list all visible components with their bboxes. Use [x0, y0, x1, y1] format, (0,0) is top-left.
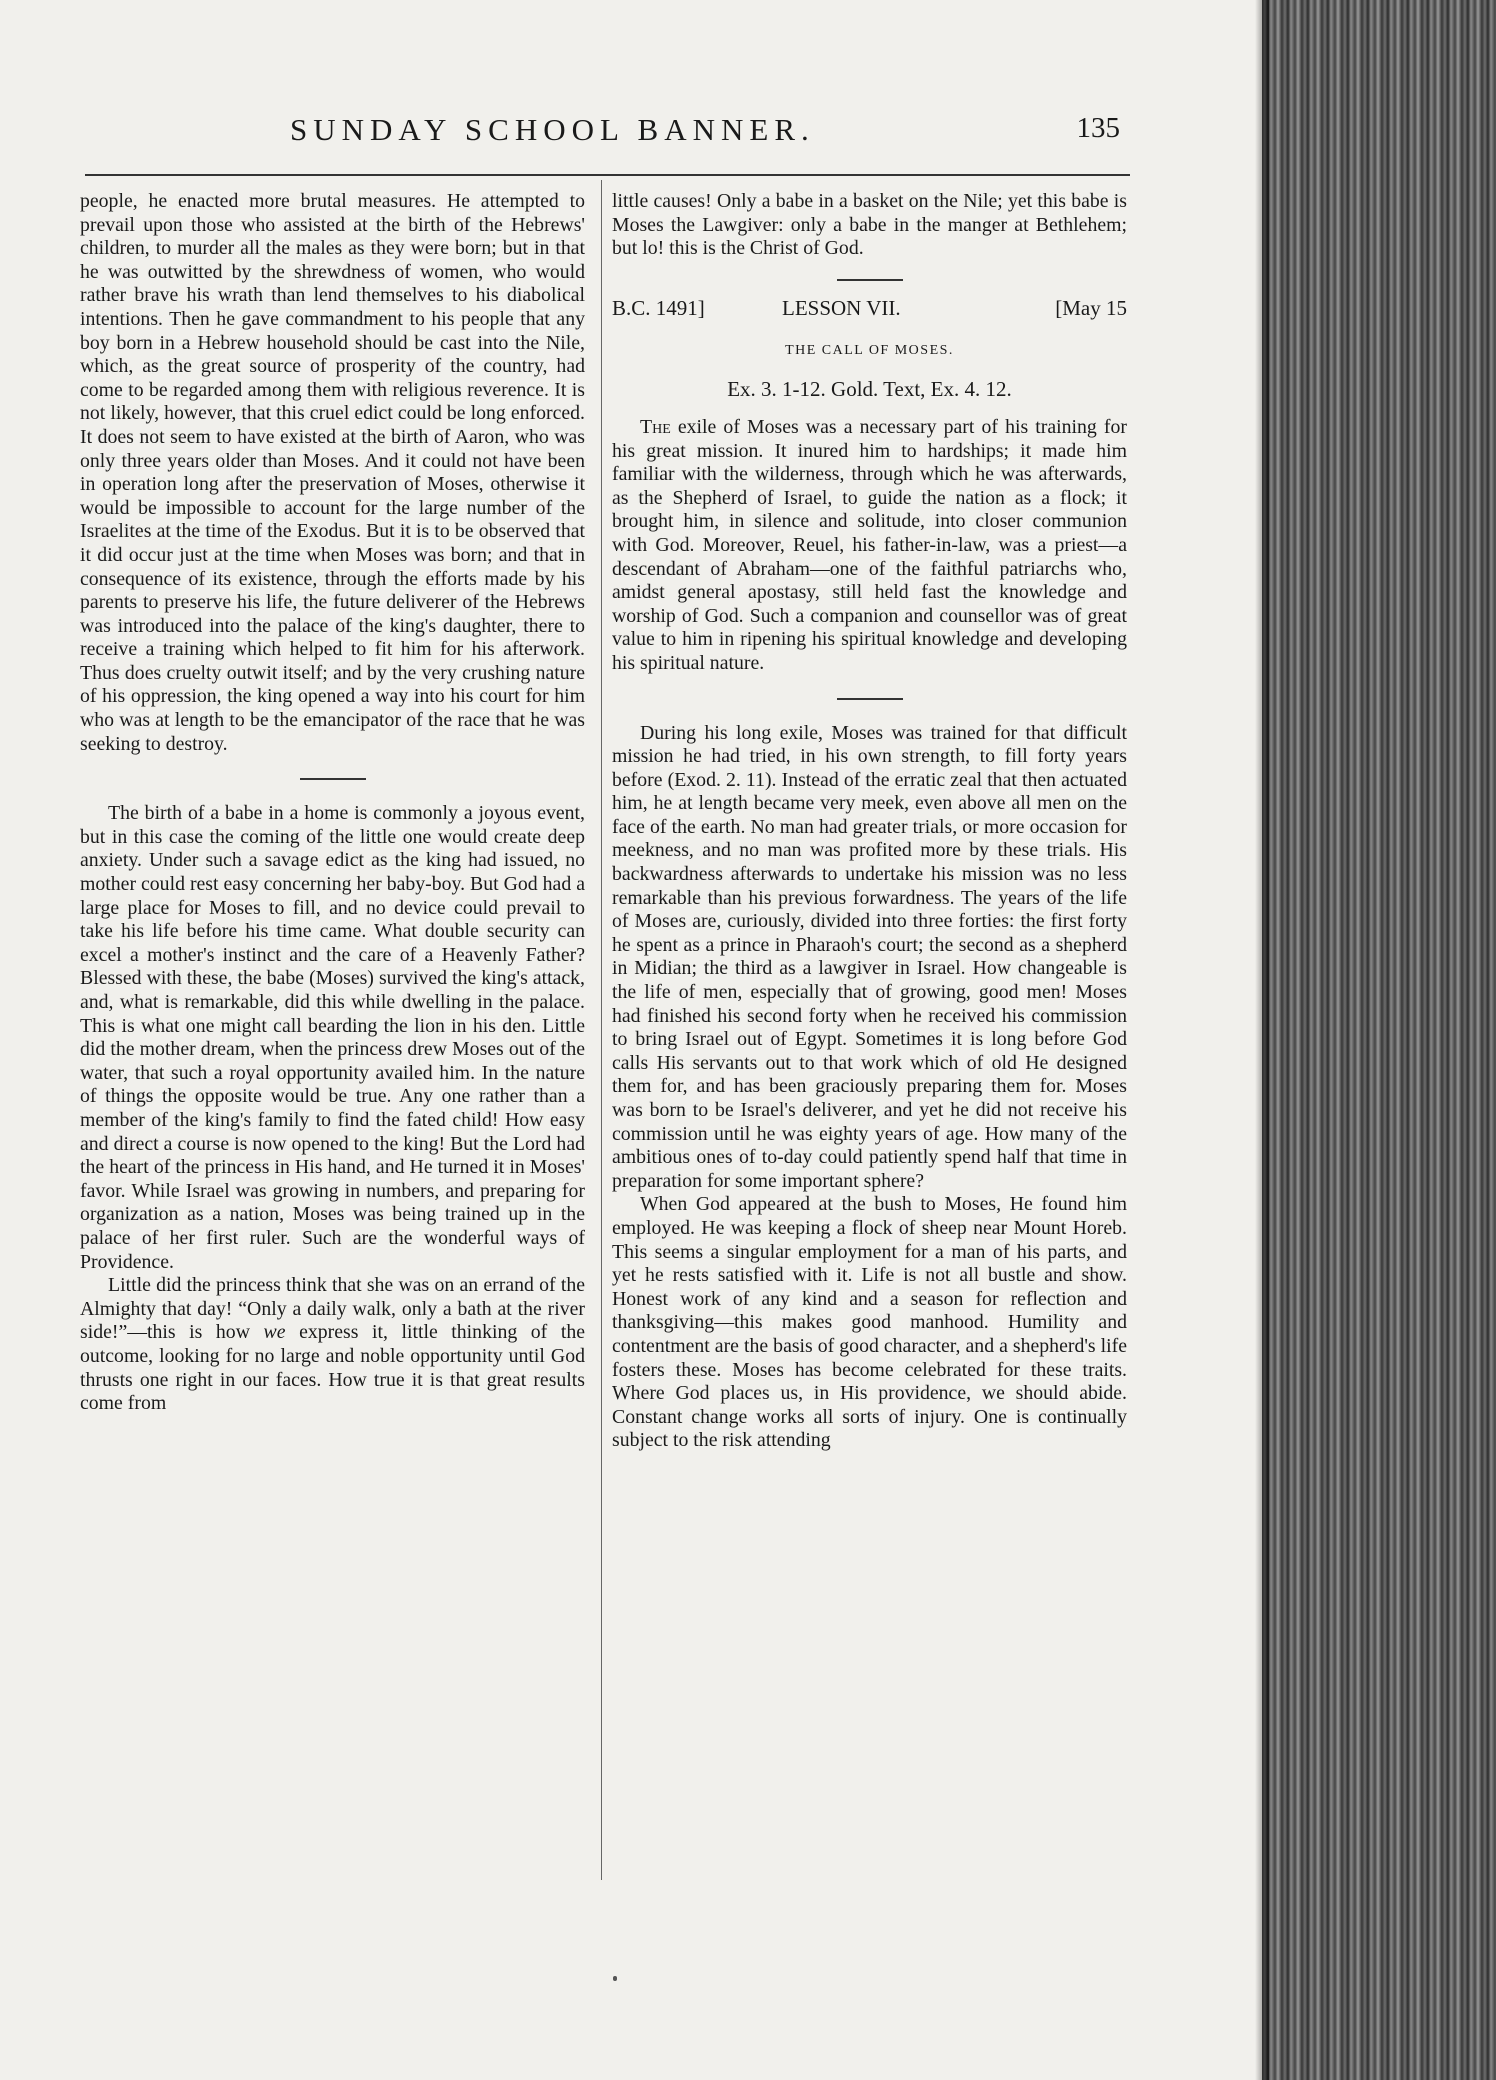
paragraph-text: Little did the princess think that she was on an errand of the Almighty that day! “Only a daily walk, only a bath at the river side!”—this is how	[80, 1274, 585, 1344]
right-column	[612, 190, 1127, 1453]
page-number: 135	[1076, 112, 1120, 144]
lesson-title: THE CALL OF MOSES.	[785, 342, 954, 358]
column-divider	[601, 180, 602, 1880]
header-rule	[85, 174, 1130, 176]
lesson-date: B.C. 1491]	[612, 295, 705, 320]
paragraph: The birth of a babe in a home is commonly a joyous event, but in this case the coming of the little one would create deep anxiety. Under such a savage edict as the king had issued, no mother could rest easy concerning her baby-boy. But God had a large place for Moses to fill, and no device could prevail to take his life before his time came. What double security can excel a mother's instinct and the care of a Heavenly Father? Blessed with these, the babe (Moses) survived the king's attack, and, what is remarkable, did this while dwelling in the palace. This is what one might call bearding the lion in his den. Little did the mother dream, when the princess drew Moses out of the water, that such a royal opportunity availed him. In the nature of things the opposite would be true. Any one rather than a member of the king's family to find the fated child! How easy and direct a course is now opened to the king! But the Lord had the heart of the princess in His hand, and He turned it in Moses' favor. While Israel was growing in numbers, and preparing for organization as a nation, Moses was being trained up in the palace of her first ruler. Such are the wonderful ways of Providence.	[80, 802, 585, 1273]
ink-speck	[613, 1976, 617, 1981]
section-rule	[837, 279, 903, 281]
book-page-edges	[1262, 0, 1496, 2080]
paragraph	[80, 1274, 585, 1416]
section-rule	[300, 778, 366, 780]
emphasis-text: we	[263, 1321, 286, 1344]
left-column	[80, 190, 585, 1416]
lesson-reference: Ex. 3. 1-12. Gold. Text, Ex. 4. 12.	[727, 377, 1012, 402]
paragraph: people, he enacted more brutal measures. He attempted to prevail upon those who assisted at the birth of the Hebrews' children, to murder all the males as they were born; but in that he was outwitted by the shrewdness of women, who would rather brave his wrath than lend themselves to his diabolical intentions. Then he gave commandment to his people that any boy born in a Hebrew household should be cast into the Nile, which, as the great source of prosperity of the country, had come to be regarded among them with religious reverence. It is not likely, however, that this cruel edict could be long enforced. It does not seem to have existed at the birth of Aaron, who was only three years older than Moses. And it could not have been in operation long after the preservation of Moses, otherwise it would be impossible to account for the large number of the Israelites at the time of the Exodus. But it is to be observed that it did occur just at the time when Moses was born; and that in consequence of its existence, through the efforts made by his parents to preserve his life, the future deliverer of the Hebrews was introduced into the palace of the king's daughter, there to receive a training which helped to fit him for his afterwork. Thus does cruelty outwit itself; and by the very crushing nature of his oppression, the king opened a way into his court for him who was at length to be the emancipator of the race that he was seeking to destroy.	[80, 190, 585, 755]
lesson-heading	[612, 297, 1127, 323]
paragraph: little causes! Only a babe in a basket on the Nile; yet this babe is Moses the Lawgiver: only a babe in the manger at Bethlehem; but lo! this is the Christ of God.	[612, 190, 1127, 260]
lead-word: The	[640, 415, 671, 438]
page-header	[90, 112, 1120, 152]
lesson-month: [May 15	[1055, 295, 1127, 320]
paragraph-text: exile of Moses was a necessary part of his training for his great mission. It inured him to hardships; it made him familiar with the wilderness, through which he was afterwards, as the Shepherd of Israel, to guide the nation as a flock; it brought him, in silence and solitude, into closer communion with God. Moreover, Reuel, his father-in-law, was a priest—a descendant of Abraham—one of the faithful patriarchs who, amidst general apostasy, still held fast the knowledge and worship of God. Such a companion and counsellor was of great value to him in ripening his spiritual knowledge and developing his spiritual nature.	[612, 415, 1127, 674]
paragraph-text: express it, little thinking of the outcome, looking for no large and noble opportunity until God thrusts one right in our faces. How true it is that great results come from	[80, 1321, 585, 1415]
running-title: SUNDAY SCHOOL BANNER.	[290, 112, 815, 147]
lesson-number: LESSON VII.	[782, 295, 901, 320]
page-gutter-shadow	[1255, 0, 1269, 2080]
paragraph: During his long exile, Moses was trained for that difficult mission he had tried, in his own strength, to fill forty years before (Exod. 2. 11). Instead of the erratic zeal that then actuated him, he at length became very meek, even above all men on the face of the earth. No man had greater trials, or more occasion for meekness, and no man was profited more by these trials. His backwardness afterwards to undertake his mission was no less remarkable than his previous forwardness. The years of the life of Moses are, curiously, divided into three forties: the first forty he spent as a prince in Pharaoh's court; the second as a shepherd in Midian; the third as a lawgiver in Israel. How changeable is the life of men, especially that of growing, good men! Moses had finished his second forty when he received his commission to bring Israel out of Egypt. Sometimes it is long before God calls His servants out to that work which of old He designed them for, and has been graciously preparing them for. Moses was born to be Israel's deliverer, and yet he did not receive his commission until he was eighty years of age. How many of the ambitious ones of to-day could patiently spend half that time in preparation for some important sphere?	[612, 721, 1127, 1192]
paragraph: When God appeared at the bush to Moses, He found him employed. He was keeping a flock of sheep near Mount Horeb. This seems a singular employment for a man of his parts, and yet he rests satisfied with it. Life is not all bustle and show. Honest work of any kind and a season for reflection and thanksgiving—this makes good manhood. Humility and contentment are the basis of good character, and a shepherd's life fosters these. Moses has become celebrated for these traits. Where God places us, in His providence, we should abide. Constant change works all sorts of injury. One is continually subject to the risk attending	[612, 1193, 1127, 1452]
paragraph	[612, 416, 1127, 676]
section-rule	[837, 698, 903, 700]
